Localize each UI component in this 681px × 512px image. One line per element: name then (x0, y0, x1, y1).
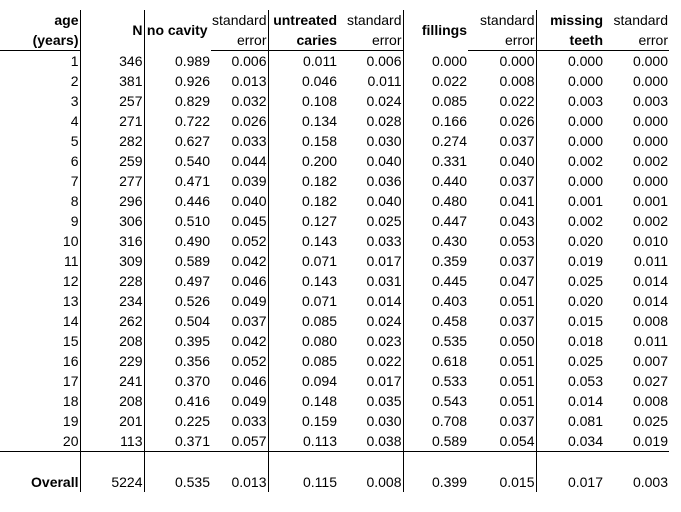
cell-fillings: 0.589 (403, 431, 468, 452)
cell-no-cavity: 0.589 (144, 251, 211, 271)
spacer-cell (80, 452, 144, 473)
cell-se-untreated: 0.014 (366, 293, 402, 309)
cell-se-fillings: 0.008 (499, 73, 535, 89)
table-row (0, 311, 669, 331)
cell-untreated-caries: 0.046 (268, 71, 338, 91)
cell-missing-teeth: 0.014 (536, 391, 604, 411)
cell-se-untreated: 0.011 (367, 73, 402, 89)
cell-untreated-caries: 0.071 (268, 251, 338, 271)
header-no-cavity: no cavity (144, 10, 211, 51)
cell-age: Overall (31, 474, 79, 490)
cell-se-fillings: 0.054 (499, 433, 535, 449)
cell-no-cavity: 0.627 (144, 131, 211, 151)
cell-age: 15 (62, 333, 79, 349)
cell-age: 3 (70, 93, 79, 109)
cell-se-missing: 0.000 (632, 173, 668, 189)
cell-missing-teeth: 0.025 (536, 271, 604, 291)
cell-no-cavity: 0.535 (144, 472, 211, 492)
cell-untreated-caries: 0.158 (268, 131, 338, 151)
cell-se-untreated: 0.035 (366, 393, 402, 409)
cell-n: 113 (80, 431, 144, 452)
cell-se-untreated: 0.040 (366, 193, 402, 209)
cell-se-missing: 0.003 (632, 474, 668, 490)
cell-se-missing: 0.007 (632, 353, 668, 369)
cell-untreated-caries: 0.127 (268, 211, 338, 231)
cell-missing-teeth: 0.025 (536, 351, 604, 371)
cell-fillings: 0.022 (403, 71, 468, 91)
cell-se-fillings: 0.037 (499, 313, 535, 329)
cell-no-cavity: 0.446 (144, 191, 211, 211)
cell-se-missing: 0.003 (632, 93, 668, 109)
cell-se-untreated: 0.008 (366, 474, 402, 490)
cell-age: 9 (70, 213, 79, 229)
cell-missing-teeth: 0.053 (536, 371, 604, 391)
table-row (0, 151, 669, 171)
cell-missing-teeth: 0.000 (536, 111, 604, 131)
cell-se-no-cavity: 0.040 (231, 193, 267, 209)
cell-age: 7 (70, 173, 79, 189)
cell-se-untreated: 0.030 (366, 413, 402, 429)
cell-se-untreated: 0.040 (366, 153, 402, 169)
dental-caries-table (0, 10, 669, 492)
spacer-cell (211, 452, 268, 473)
cell-untreated-caries: 0.085 (268, 311, 338, 331)
cell-se-no-cavity: 0.032 (231, 93, 267, 109)
cell-missing-teeth: 0.000 (536, 71, 604, 91)
cell-n: 316 (80, 231, 144, 251)
cell-age: 19 (62, 413, 79, 429)
cell-age: 2 (70, 73, 79, 89)
cell-n: 309 (80, 251, 144, 271)
cell-age: 5 (70, 133, 79, 149)
cell-age: 18 (62, 393, 79, 409)
cell-missing-teeth: 0.000 (536, 51, 604, 72)
cell-se-missing: 0.011 (634, 253, 668, 269)
cell-se-no-cavity: 0.042 (231, 253, 267, 269)
cell-untreated-caries: 0.143 (268, 231, 338, 251)
cell-se-untreated: 0.017 (366, 373, 402, 389)
cell-se-no-cavity: 0.013 (231, 73, 267, 89)
cell-fillings: 0.708 (403, 411, 468, 431)
cell-n: 208 (80, 331, 144, 351)
cell-fillings: 0.274 (403, 131, 468, 151)
cell-untreated-caries: 0.200 (268, 151, 338, 171)
cell-se-fillings: 0.037 (499, 133, 535, 149)
cell-se-fillings: 0.051 (499, 393, 535, 409)
header-se4-line2: error (604, 30, 669, 51)
table-row (0, 51, 669, 72)
cell-fillings: 0.445 (403, 271, 468, 291)
cell-age: 20 (62, 433, 79, 449)
cell-no-cavity: 0.926 (144, 71, 211, 91)
table-row (0, 391, 669, 411)
cell-se-missing: 0.014 (632, 273, 668, 289)
cell-missing-teeth: 0.015 (536, 311, 604, 331)
header-age-unit: (years) (0, 30, 80, 51)
table-row (0, 111, 669, 131)
cell-no-cavity: 0.395 (144, 331, 211, 351)
cell-fillings: 0.543 (403, 391, 468, 411)
cell-n: 306 (80, 211, 144, 231)
header-se4: standard (613, 12, 668, 28)
cell-no-cavity: 0.416 (144, 391, 211, 411)
cell-se-missing: 0.019 (632, 433, 668, 449)
cell-se-untreated: 0.038 (366, 433, 402, 449)
cell-se-untreated: 0.022 (366, 353, 402, 369)
header-untreated-line2: caries (268, 30, 338, 51)
cell-n: 262 (80, 311, 144, 331)
table-row (0, 351, 669, 371)
cell-se-no-cavity: 0.013 (231, 474, 267, 490)
cell-missing-teeth: 0.002 (536, 211, 604, 231)
cell-n: 208 (80, 391, 144, 411)
cell-no-cavity: 0.225 (144, 411, 211, 431)
cell-missing-teeth: 0.081 (536, 411, 604, 431)
cell-n: 201 (80, 411, 144, 431)
cell-fillings: 0.359 (403, 251, 468, 271)
header-se2: standard (347, 12, 402, 28)
cell-n: 282 (80, 131, 144, 151)
cell-fillings: 0.440 (403, 171, 468, 191)
cell-se-fillings: 0.051 (499, 293, 535, 309)
cell-untreated-caries: 0.080 (268, 331, 338, 351)
cell-untreated-caries: 0.115 (268, 472, 338, 492)
cell-n: 381 (80, 71, 144, 91)
table-row (0, 71, 669, 91)
table-row (0, 131, 669, 151)
spacer-cell (338, 452, 403, 473)
header-se3: standard (480, 12, 535, 28)
cell-se-fillings: 0.053 (499, 233, 535, 249)
cell-se-missing: 0.000 (632, 73, 668, 89)
cell-missing-teeth: 0.003 (536, 91, 604, 111)
cell-se-fillings: 0.037 (499, 173, 535, 189)
cell-se-untreated: 0.024 (366, 313, 402, 329)
cell-fillings: 0.085 (403, 91, 468, 111)
cell-untreated-caries: 0.148 (268, 391, 338, 411)
cell-se-no-cavity: 0.042 (231, 333, 267, 349)
cell-missing-teeth: 0.017 (536, 472, 604, 492)
cell-missing-teeth: 0.018 (536, 331, 604, 351)
cell-se-untreated: 0.024 (366, 93, 402, 109)
cell-se-fillings: 0.015 (499, 474, 535, 490)
spacer-cell (468, 452, 536, 473)
spacer-cell (536, 452, 604, 473)
cell-fillings: 0.000 (403, 51, 468, 72)
table-row (0, 431, 669, 452)
cell-age: 10 (62, 233, 79, 249)
cell-se-missing: 0.008 (632, 393, 668, 409)
cell-n: 346 (80, 51, 144, 72)
cell-se-missing: 0.025 (632, 413, 668, 429)
cell-fillings: 0.399 (403, 472, 468, 492)
cell-se-fillings: 0.022 (499, 93, 535, 109)
cell-se-no-cavity: 0.052 (231, 233, 267, 249)
table-row (0, 171, 669, 191)
cell-se-no-cavity: 0.044 (231, 153, 267, 169)
spacer-cell (604, 452, 669, 473)
cell-se-untreated: 0.030 (366, 133, 402, 149)
cell-se-missing: 0.001 (632, 193, 668, 209)
cell-age: 8 (70, 193, 79, 209)
overall-row (0, 472, 669, 492)
cell-se-missing: 0.000 (632, 113, 668, 129)
cell-no-cavity: 0.829 (144, 91, 211, 111)
cell-missing-teeth: 0.019 (536, 251, 604, 271)
cell-missing-teeth: 0.020 (536, 291, 604, 311)
cell-n: 259 (80, 151, 144, 171)
spacer-cell (403, 452, 468, 473)
cell-se-missing: 0.014 (632, 293, 668, 309)
cell-no-cavity: 0.490 (144, 231, 211, 251)
cell-se-no-cavity: 0.045 (231, 213, 267, 229)
cell-se-no-cavity: 0.046 (231, 273, 267, 289)
cell-se-untreated: 0.028 (366, 113, 402, 129)
cell-fillings: 0.618 (403, 351, 468, 371)
spacer-row (0, 452, 669, 473)
spacer-cell (268, 452, 338, 473)
cell-se-missing: 0.002 (632, 213, 668, 229)
cell-se-fillings: 0.037 (499, 253, 535, 269)
header-n: N (80, 10, 144, 51)
table-row (0, 371, 669, 391)
cell-n: 277 (80, 171, 144, 191)
cell-se-missing: 0.000 (632, 133, 668, 149)
cell-se-untreated: 0.036 (366, 173, 402, 189)
cell-se-missing: 0.027 (632, 373, 668, 389)
cell-se-fillings: 0.037 (499, 413, 535, 429)
table-row (0, 291, 669, 311)
table-row (0, 411, 669, 431)
cell-untreated-caries: 0.071 (268, 291, 338, 311)
cell-no-cavity: 0.371 (144, 431, 211, 452)
cell-untreated-caries: 0.011 (268, 51, 338, 72)
cell-age: 13 (62, 293, 79, 309)
cell-se-no-cavity: 0.049 (231, 393, 267, 409)
table-row (0, 251, 669, 271)
header-se1: standard (212, 12, 267, 28)
cell-se-missing: 0.010 (632, 233, 668, 249)
cell-age: 1 (70, 53, 79, 69)
cell-age: 4 (70, 113, 79, 129)
cell-n: 229 (80, 351, 144, 371)
cell-fillings: 0.403 (403, 291, 468, 311)
cell-n: 234 (80, 291, 144, 311)
cell-untreated-caries: 0.113 (268, 431, 338, 452)
cell-no-cavity: 0.526 (144, 291, 211, 311)
table-row (0, 91, 669, 111)
cell-untreated-caries: 0.085 (268, 351, 338, 371)
table-row (0, 271, 669, 291)
cell-no-cavity: 0.510 (144, 211, 211, 231)
cell-no-cavity: 0.471 (144, 171, 211, 191)
header-row-1 (0, 10, 669, 30)
header-missing: missing (536, 10, 604, 30)
cell-fillings: 0.533 (403, 371, 468, 391)
cell-se-no-cavity: 0.052 (231, 353, 267, 369)
cell-n: 5224 (80, 472, 144, 492)
cell-missing-teeth: 0.000 (536, 131, 604, 151)
cell-untreated-caries: 0.094 (268, 371, 338, 391)
cell-n: 257 (80, 91, 144, 111)
cell-se-no-cavity: 0.057 (231, 433, 267, 449)
table-row (0, 191, 669, 211)
cell-no-cavity: 0.989 (144, 51, 211, 72)
cell-fillings: 0.166 (403, 111, 468, 131)
cell-missing-teeth: 0.020 (536, 231, 604, 251)
cell-age: 17 (62, 373, 79, 389)
cell-n: 296 (80, 191, 144, 211)
cell-untreated-caries: 0.182 (268, 171, 338, 191)
header-missing-line2: teeth (536, 30, 604, 51)
cell-n: 228 (80, 271, 144, 291)
spacer-cell (0, 452, 80, 473)
cell-se-untreated: 0.017 (366, 253, 402, 269)
cell-fillings: 0.458 (403, 311, 468, 331)
table-row (0, 231, 669, 251)
spacer-cell (144, 452, 211, 473)
cell-se-no-cavity: 0.037 (231, 313, 267, 329)
cell-se-missing: 0.011 (634, 333, 668, 349)
cell-n: 271 (80, 111, 144, 131)
cell-no-cavity: 0.356 (144, 351, 211, 371)
cell-age: 12 (62, 273, 79, 289)
cell-no-cavity: 0.540 (144, 151, 211, 171)
cell-age: 14 (62, 313, 79, 329)
cell-missing-teeth: 0.002 (536, 151, 604, 171)
header-untreated: untreated (268, 10, 338, 30)
cell-no-cavity: 0.504 (144, 311, 211, 331)
table-row (0, 331, 669, 351)
cell-se-untreated: 0.006 (366, 53, 402, 69)
cell-se-fillings: 0.041 (499, 193, 535, 209)
cell-se-missing: 0.008 (632, 313, 668, 329)
header-se3-line2: error (468, 30, 536, 51)
cell-se-missing: 0.000 (632, 53, 668, 69)
cell-se-untreated: 0.033 (366, 233, 402, 249)
cell-age: 6 (70, 153, 79, 169)
cell-no-cavity: 0.722 (144, 111, 211, 131)
cell-fillings: 0.331 (403, 151, 468, 171)
cell-se-fillings: 0.000 (499, 53, 535, 69)
cell-se-fillings: 0.043 (499, 213, 535, 229)
table-row (0, 211, 669, 231)
cell-untreated-caries: 0.134 (268, 111, 338, 131)
cell-se-no-cavity: 0.049 (231, 293, 267, 309)
cell-se-no-cavity: 0.046 (231, 373, 267, 389)
cell-se-untreated: 0.025 (366, 213, 402, 229)
cell-untreated-caries: 0.108 (268, 91, 338, 111)
cell-untreated-caries: 0.159 (268, 411, 338, 431)
cell-missing-teeth: 0.001 (536, 191, 604, 211)
cell-missing-teeth: 0.034 (536, 431, 604, 452)
cell-se-no-cavity: 0.039 (231, 173, 267, 189)
cell-se-no-cavity: 0.033 (231, 133, 267, 149)
cell-no-cavity: 0.370 (144, 371, 211, 391)
cell-se-no-cavity: 0.026 (231, 113, 267, 129)
cell-se-fillings: 0.050 (499, 333, 535, 349)
cell-se-missing: 0.002 (632, 153, 668, 169)
cell-untreated-caries: 0.182 (268, 191, 338, 211)
cell-untreated-caries: 0.143 (268, 271, 338, 291)
cell-fillings: 0.480 (403, 191, 468, 211)
cell-se-fillings: 0.051 (499, 373, 535, 389)
cell-age: 16 (62, 353, 79, 369)
header-fillings: fillings (403, 10, 468, 51)
cell-se-no-cavity: 0.033 (231, 413, 267, 429)
cell-se-untreated: 0.031 (366, 273, 402, 289)
cell-no-cavity: 0.497 (144, 271, 211, 291)
cell-se-no-cavity: 0.006 (231, 53, 267, 69)
cell-se-untreated: 0.023 (366, 333, 402, 349)
header-se2-line2: error (338, 30, 403, 51)
cell-se-fillings: 0.047 (499, 273, 535, 289)
cell-fillings: 0.430 (403, 231, 468, 251)
cell-n: 241 (80, 371, 144, 391)
cell-age: 11 (63, 253, 79, 269)
cell-missing-teeth: 0.000 (536, 171, 604, 191)
cell-se-fillings: 0.026 (499, 113, 535, 129)
cell-se-fillings: 0.040 (499, 153, 535, 169)
header-se1-line2: error (211, 30, 268, 51)
header-age: age (54, 12, 79, 28)
cell-fillings: 0.535 (403, 331, 468, 351)
cell-se-fillings: 0.051 (499, 353, 535, 369)
cell-fillings: 0.447 (403, 211, 468, 231)
